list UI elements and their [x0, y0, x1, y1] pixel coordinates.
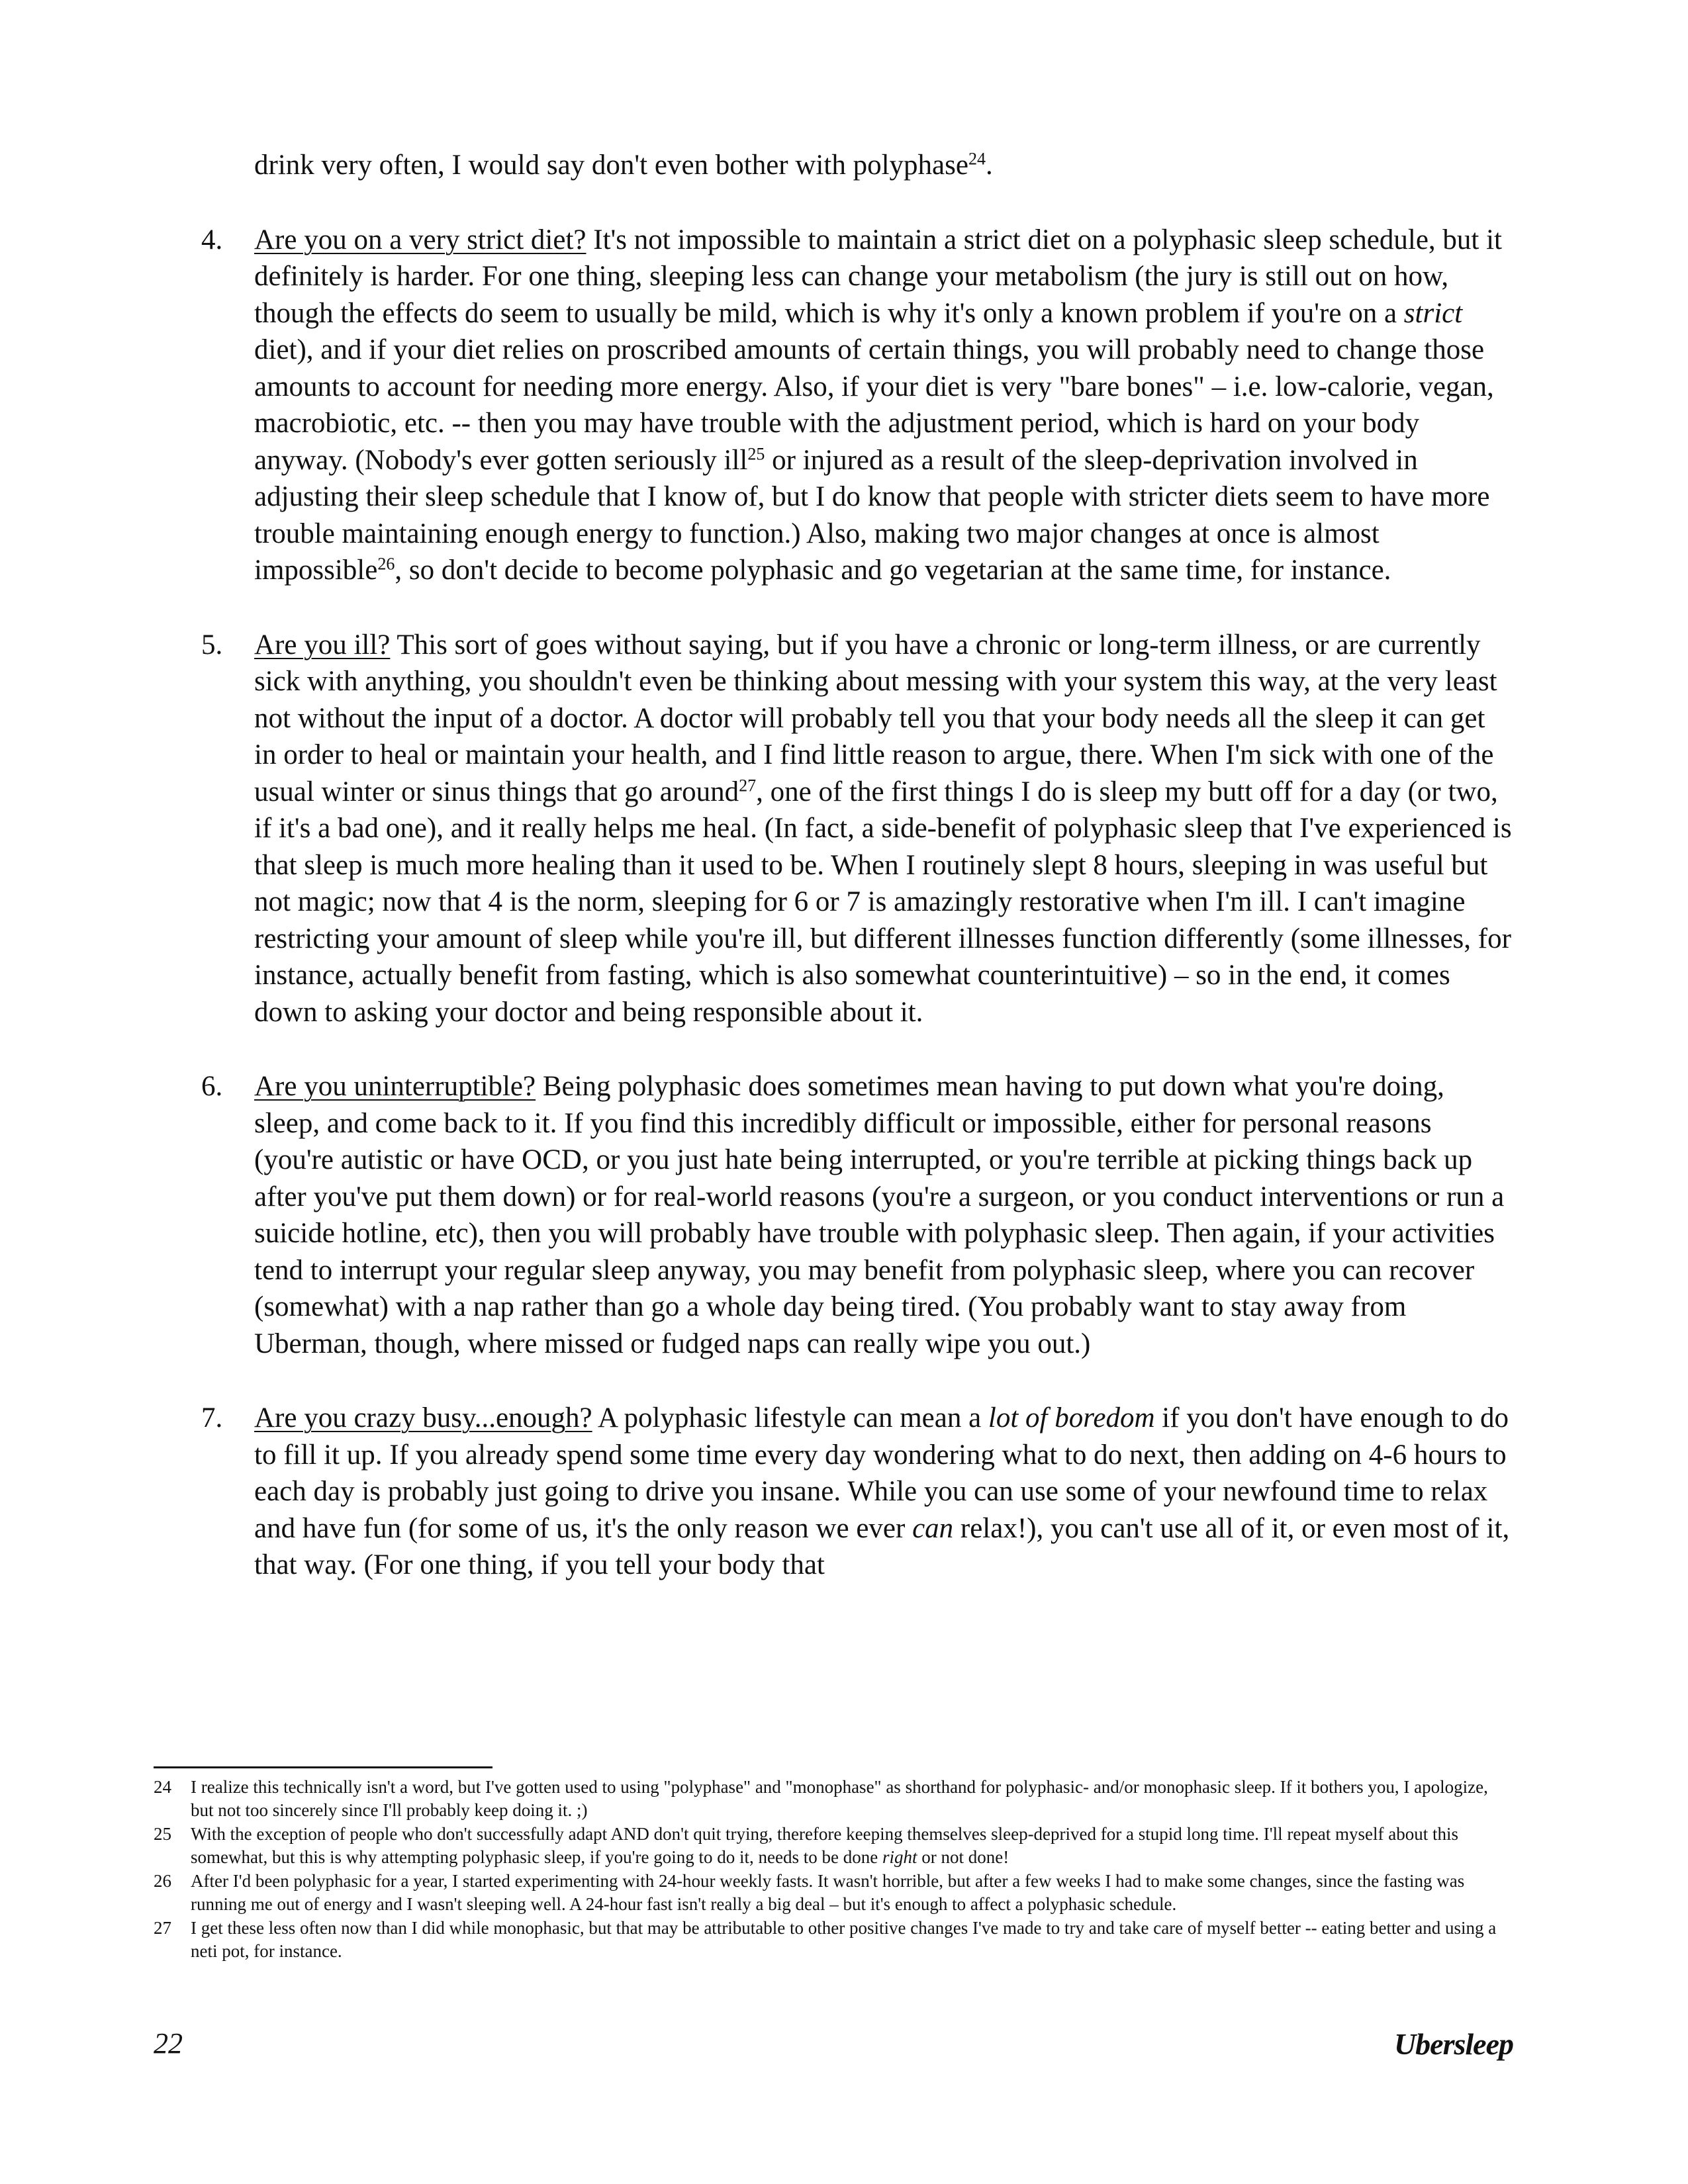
- list-number: 7.: [201, 1402, 223, 1433]
- footnotes: [154, 1776, 1513, 1964]
- brand-logo: Ubersleep: [1393, 2027, 1513, 2061]
- list-number: 4.: [201, 224, 223, 255]
- question-heading: Are you crazy busy...enough?: [254, 1402, 592, 1433]
- list-item-diet: 4. Are you on a very strict diet? It's not impossible to maintain a strict diet on a polyphasic sleep schedule, but it definitely is harder. For one thing, sleeping less can change your metabolism (the jury is still out on how, though the effects do seem to usually be mild, which is why it's only a known problem if you're on a strict diet), and if your diet relies on proscribed amounts of certain things, you will probably need to change those amounts to account for needing more energy. Also, if your diet is very "bare bones" – i.e. low-calorie, vegan, macrobiotic, etc. -- then you may have trouble with the adjustment period, which is hard on your body anyway. (Nobody's ever gotten seriously ill$^{25}$ or injured as a result of the sleep-deprivation involved in adjusting their sleep schedule that I know of, but I do know that people with stricter diets seem to have more trouble maintaining enough energy to function.) Also, making two major changes at once is almost impossible$^{26}$, so don't decide to become polyphasic and go vegetarian at the same time, for instance.: [254, 222, 1513, 589]
- emphasis: strict: [1403, 297, 1463, 329]
- question-heading: Are you ill?: [254, 629, 391, 660]
- list-number: 5.: [201, 629, 223, 660]
- list-item-ill: 5. Are you ill? This sort of goes without saying, but if you have a chronic or long-term illness, or are currently sick with anything, you shouldn't even be thinking about messing with your system this way, at the very least not without the input of a doctor. A doctor will probably tell you that your body needs all the sleep it can get in order to heal or maintain your health, and I find little reason to argue, there. When I'm sick with one of the usual winter or sinus things that go around$^{27}$, one of the first things I do is sleep my butt off for a day (or two, if it's a bad one), and it really helps me heal. (In fact, a side-benefit of polyphasic sleep that I've experienced is that sleep is much more healing than it used to be. When I routinely slept 8 hours, sleeping in was useful but not magic; now that 4 is the norm, sleeping for 6 or 7 is amazingly restorative when I'm ill. I can't imagine restricting your amount of sleep while you're ill, but different illnesses function differently (some illnesses, for instance, actually benefit from fasting, which is also somewhat counterintuitive) – so in the end, it comes down to asking your doctor and being responsible about it.: [254, 627, 1513, 1031]
- footnote-divider: [154, 1766, 492, 1768]
- footnote-number: 26: [154, 1871, 171, 1891]
- emphasis: can: [912, 1512, 954, 1544]
- footnote-27: 27 I get these less often now than I did while monophasic, but that may be attributable to other positive changes I've made to try and take care of myself better -- eating better and using a neti pot, for instance.: [154, 1918, 1497, 1961]
- question-heading: Are you on a very strict diet?: [254, 224, 586, 255]
- question-heading: Are you uninterruptible?: [254, 1071, 536, 1102]
- list-number: 6.: [201, 1071, 223, 1102]
- intro-paragraph: drink very often, I would say don't even bother with polyphase$^{24}$.: [254, 149, 993, 181]
- footnote-number: 25: [154, 1824, 171, 1844]
- body-text: [201, 147, 1513, 1621]
- footnote-ref: 24: [968, 149, 986, 169]
- emphasis: lot of boredom: [988, 1402, 1155, 1433]
- emphasis: right: [882, 1847, 917, 1867]
- list-item-busy: 7. Are you crazy busy...enough? A polyphasic lifestyle can mean a lot of boredom if you don't have enough to do to fill it up. If you already spend some time every day wondering what to do next, then adding on 4-6 hours to each day is probably just going to drive you insane. While you can use some of your newfound time to relax and have fun (for some of us, it's the only reason we ever can relax!), you can't use all of it, or even most of it, that way. (For one thing, if you tell your body that: [254, 1400, 1513, 1584]
- footnote-ref: 26: [377, 554, 395, 574]
- footnote-ref: 25: [747, 444, 765, 464]
- footnote-number: 27: [154, 1918, 171, 1938]
- page-number: 22: [154, 2027, 183, 2060]
- footnote-26: 26 After I'd been polyphasic for a year, I started experimenting with 24-hour weekly fasts. It wasn't horrible, but after a few weeks I had to make some changes, since the fasting was running me out of energy and I wasn't sleeping well. A 24-hour fast isn't really a big deal – but it's enough to affect a polyphasic schedule.: [154, 1871, 1465, 1914]
- footnote-ref: 27: [739, 776, 757, 796]
- list-item-uninterruptible: 6. Are you uninterruptible? Being polyphasic does sometimes mean having to put down what you're doing, sleep, and come back to it. If you find this incredibly difficult or impossible, either for personal reasons (you're autistic or have OCD, or you just hate being interrupted, or you're terrible at picking things back up after you've put them down) or for real-world reasons (you're a surgeon, or you conduct interventions or run a suicide hotline, etc), then you will probably have trouble with polyphasic sleep. Then again, if your activities tend to interrupt your regular sleep anyway, you may benefit from polyphasic sleep, where you can recover (somewhat) with a nap rather than go a whole day being tired. (You probably want to stay away from Uberman, though, where missed or fudged naps can really wipe you out.): [254, 1068, 1513, 1362]
- footnote-24: 24 I realize this technically isn't a word, but I've gotten used to using "polyphase" and "monophase" as shorthand for polyphasic- and/or monophasic sleep. If it bothers you, I apologize, but not too sincerely since I'll probably keep doing it. ;): [154, 1777, 1488, 1820]
- footnote-number: 24: [154, 1777, 171, 1797]
- footnote-25: 25 With the exception of people who don't successfully adapt AND don't quit trying, therefore keeping themselves sleep-deprived for a stupid long time. I'll repeat myself about this somewhat, but this is why attempting polyphasic sleep, if you're going to do it, needs to be done right or not done!: [154, 1824, 1459, 1867]
